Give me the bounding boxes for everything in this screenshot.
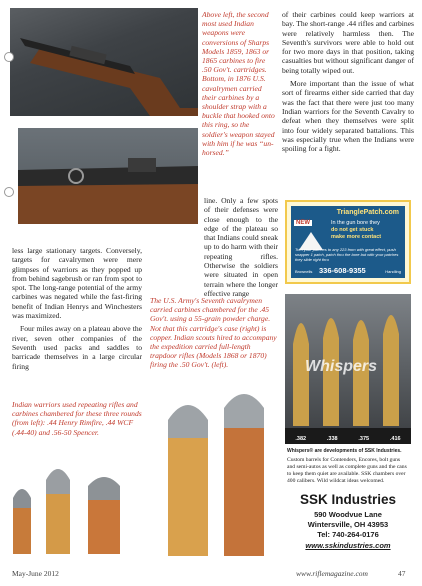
ad-handling: Handling	[385, 269, 401, 274]
caliber-label: .375	[358, 436, 370, 442]
cartridge-56-50-spencer	[88, 477, 120, 554]
ssk-company: SSK Industries	[299, 492, 397, 507]
paragraph: line. Only a few spots of their defenses were close enough to the edge of the plateau so that Indians could sneak up to do harm with their repeating rifles. Otherwise the soldiers were situated in open terrain where the longer effective range	[204, 196, 278, 298]
cartridges-gov-photo	[162, 380, 282, 560]
ad-brand: TrianglePatch.com	[336, 209, 399, 216]
ssk-address: 590 Woodvue Lane	[314, 510, 382, 519]
paragraph: Four miles away on a plateau above the river, seven other companies of the Seventh used packs and saddles to barricade themselves in a large circular firing	[12, 324, 142, 371]
ssk-industries-ad[interactable]	[285, 294, 411, 564]
left-column-text	[12, 246, 142, 375]
whispers-label: Whispers	[305, 358, 378, 375]
ad-company: Brownells	[295, 269, 313, 274]
right-column-text	[282, 10, 414, 157]
ad-line1: In the gun bore they	[331, 220, 380, 226]
photo-marker-dot	[4, 52, 14, 62]
ssk-body: Custom barrels for Contenders, Encores, bolt guns and semi-autos as well as complete guns and the cans to keep them quiet are available. SSK chambers over 400 calibers. Wild wildcat ideas welcomed.	[287, 457, 407, 484]
caption-seventh-cavalry: The U.S. Army's Seventh cavalrymen carried carbines chambered for the .45 Gov't. using a 55-grain powder charge. Not that this cartridge's case (right) is copper. Indian scouts hired to accompany the expedition carried full-length trapdoor rifles (Models 1868 or 1870) firing the .50 Gov't. (left).	[150, 296, 277, 370]
ad-phone[interactable]: 336-608-9355	[319, 266, 366, 275]
ad-line2: do not get stuck	[331, 227, 374, 233]
ssk-tel[interactable]: Tel: 740-264-0176	[317, 530, 379, 539]
caption-sharps: Above left, the second most used Indian weapons were conversions of Sharps Models 1859, 1863 or 1865 carbines to fire .50 Gov't. cartridges. Bottom, in 1876 U.S. cavalrymen carried their carbines by a shoulder strap with a buckle that hooked onto this ring, so the soldier's weapon stayed with him if he was “un-horsed.”	[202, 10, 275, 158]
ad-line3: make more contact	[331, 234, 382, 240]
cartridges-left-photo	[8, 450, 148, 560]
middle-column-text	[150, 196, 278, 302]
ssk-website-link[interactable]: www.sskindustries.com	[305, 541, 391, 550]
cartridge-45-gov	[224, 394, 264, 556]
paragraph: less large stationary targets. Conversely, targets for cavalrymen were mere glimpses of warriors as they popped up from behind sagebrush or ran from spot to spot. The long-range potential of the army carbines was negated while the fast-firing benefit of Indian Henrys and Winchesters was maximized.	[12, 246, 142, 321]
ssk-city: Wintersville, OH 43953	[307, 520, 389, 529]
ssk-tagline: Whispers® are developments of SSK Industries.	[287, 448, 402, 454]
footer-site[interactable]: www.riflemagazine.com	[296, 569, 368, 578]
new-badge: NEW	[296, 220, 310, 226]
paragraph: of their carbines could keep warriors at bay. The short-range .44 rifles and carbines were relatively harmless then. The Seventh's survivors were able to hold out for two more days in that position, taking casualties but without significant danger of being totally wiped out.	[282, 10, 414, 75]
photo-marker-dot-2	[4, 187, 14, 197]
cartridge-44-wcf	[46, 469, 70, 554]
caliber-label: .382	[295, 436, 307, 442]
round-416	[383, 315, 399, 426]
caliber-labels	[285, 436, 411, 442]
footer-date: May-June 2012	[12, 569, 59, 578]
whispers-photo	[285, 294, 411, 444]
caliber-label: .338	[326, 436, 338, 442]
sharps-carbine-photo	[10, 8, 198, 116]
page-number: 47	[398, 569, 406, 578]
cartridge-44-henry	[13, 489, 31, 554]
caliber-label: .416	[389, 436, 401, 442]
triangle-patch-ad[interactable]	[285, 200, 411, 284]
cartridge-50-gov	[168, 405, 208, 556]
ad-blurb: Trim your patches to any 223 from with great effect, push snapper 1 patch, patch thru the bore but with your patches they slide right thru	[295, 247, 399, 262]
caption-repeating-rounds: Indian warriors used repeating rifles and carbines chambered for these three rounds (from left): .44 Henry Rimfire, .44 WCF (.44-40) and .56-50 Spencer.	[12, 400, 142, 437]
paragraph: More important than the issue of what sort of firearms either side carried that day was the fact that there were just too many Indian warriors for the Seventh Cavalry to defeat when they themselves were split into four widely separated battalions. This was especially true when the Indians were spoiling for a fight.	[282, 79, 414, 154]
